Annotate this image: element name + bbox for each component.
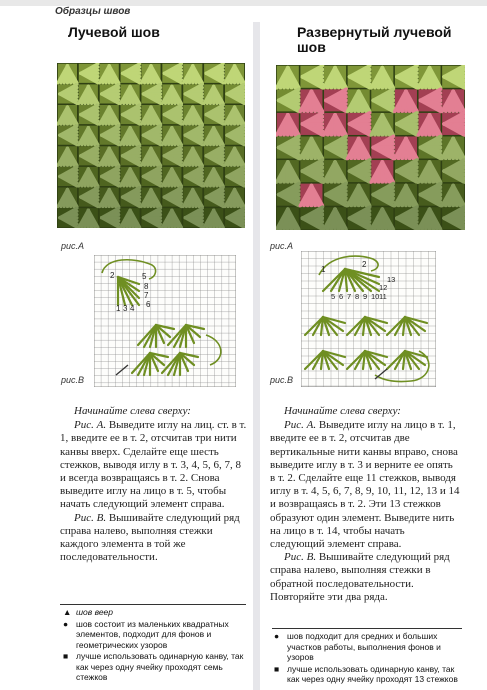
left-point-label: 4 — [130, 304, 135, 313]
left-note-item — [63, 607, 249, 618]
left-para-a — [60, 419, 248, 511]
left-point-label: 2 — [110, 271, 115, 280]
right-note-text: шов подходит для средних и больших участков работы, выполнения фонов и узоров — [287, 631, 441, 662]
right-point-label: 10 — [371, 292, 380, 301]
left-fig-b-label: рис.В — [61, 375, 85, 385]
right-point-label: 13 — [387, 275, 396, 284]
right-note-item — [274, 631, 464, 663]
right-notes — [274, 631, 464, 686]
left-notes — [63, 607, 249, 684]
left-point-label: 7 — [144, 291, 149, 300]
left-intro: Начинайте слева сверху: — [74, 405, 191, 417]
square-icon: ■ — [274, 663, 280, 674]
right-stitch-photo — [276, 65, 465, 230]
left-note-text: шов состоит из маленьких квадратных элементов, подходит для фонов и геометрических узоров — [76, 618, 229, 650]
right-para-a — [270, 419, 460, 551]
left-diagram — [94, 255, 236, 387]
section-label: Образцы швов — [55, 6, 131, 17]
left-para-b — [60, 512, 248, 565]
left-point-label: 3 — [123, 304, 128, 313]
right-notes-rule — [272, 628, 462, 629]
left-note-item — [63, 619, 249, 651]
left-point-label: 5 — [142, 272, 147, 281]
right-fig-b-label: рис.В — [270, 375, 294, 385]
right-para-a-text: Выведите иглу на лицо в т. 1, введите ее в т. 2, отсчитав две вертикальные нити канвы вправо, снова выведите иглу в т. 3 и верните ее опять в т. 2. Сделайте еще 11 стежков, выводя иглу в т. 4, 5, 6, 7, 8, 9, 10, 11, 12, 13 и 14 и возвращаясь в т. 2. Эти 13 стежков образуют один элемент. Выведите нить на лицо в т. 14, чтобы начать следующий элемент справа. — [270, 419, 460, 551]
right-note-item — [274, 664, 464, 685]
right-point-label: 8 — [355, 292, 360, 301]
left-note-text: шов веер — [76, 607, 114, 617]
right-para-b-text: Вышивайте следующий ряд справа налево, выполняя стежки в обратной последовательности. Повторяйте эти два ряда. — [270, 551, 450, 603]
left-notes-rule — [60, 604, 246, 605]
triangle-icon: ▲ — [63, 607, 72, 617]
column-divider — [253, 22, 260, 690]
right-para-b — [270, 551, 460, 604]
dot-icon: ● — [274, 631, 280, 641]
left-canvas-grid — [94, 255, 236, 387]
left-point-label: 1 — [116, 304, 121, 313]
square-icon: ■ — [63, 651, 69, 661]
left-para-b-text: Вышивайте следующий ряд справа налево, выполняя стежки каждого элемента в той же последовательности. — [60, 511, 240, 564]
right-point-label: 7 — [347, 292, 352, 301]
right-point-label: 1 — [321, 265, 326, 274]
left-stitch-photo — [57, 63, 245, 228]
right-point-label: 9 — [363, 292, 368, 301]
left-point-label: 8 — [144, 282, 149, 291]
left-note-text: лучше использовать одинарную канву, так как через одну ячейку проходят семь стежков — [76, 651, 244, 682]
right-para-a-label: Рис. А. — [284, 419, 317, 432]
left-para-a-label: Рис. А. — [74, 419, 107, 432]
dot-icon: ● — [63, 618, 69, 629]
right-point-label: 12 — [379, 283, 388, 292]
page-header — [0, 0, 487, 20]
right-instructions — [270, 405, 460, 604]
right-fig-a-label: рис.А — [270, 241, 294, 251]
right-point-label: 2 — [362, 260, 367, 269]
right-para-b-label: Рис. В. — [284, 551, 317, 564]
left-note-item — [63, 651, 249, 683]
right-diagram — [301, 251, 436, 387]
right-title: Развернутый лучевой шов — [297, 24, 452, 55]
right-point-label: 5 — [331, 292, 336, 301]
left-para-b-label: Рис. В. — [74, 511, 107, 524]
left-title: Лучевой шов — [68, 24, 160, 40]
right-point-label: 11 — [379, 292, 387, 301]
right-note-text: лучше использовать одинарную канву, так как через одну ячейку проходят 13 стежков — [287, 663, 458, 684]
left-point-label: 6 — [146, 300, 151, 309]
left-fig-a-label: рис.А — [61, 241, 85, 251]
right-point-label: 6 — [339, 292, 344, 301]
right-intro: Начинайте слева сверху: — [284, 405, 401, 417]
left-para-a-text: Выведите иглу на лиц. ст. в т. 1, введите ее в т. 2, отсчитав три нити канвы вверх. Сделайте еще шесть стежков, выводя иглу в т. 3, 4, 5, 6, 7, 8 и всегда возвращаясь в т. 2. Снова выведите иглу на лицо в т. 5, чтобы начать следующий элемент справа. — [60, 419, 247, 511]
left-instructions — [60, 405, 248, 564]
